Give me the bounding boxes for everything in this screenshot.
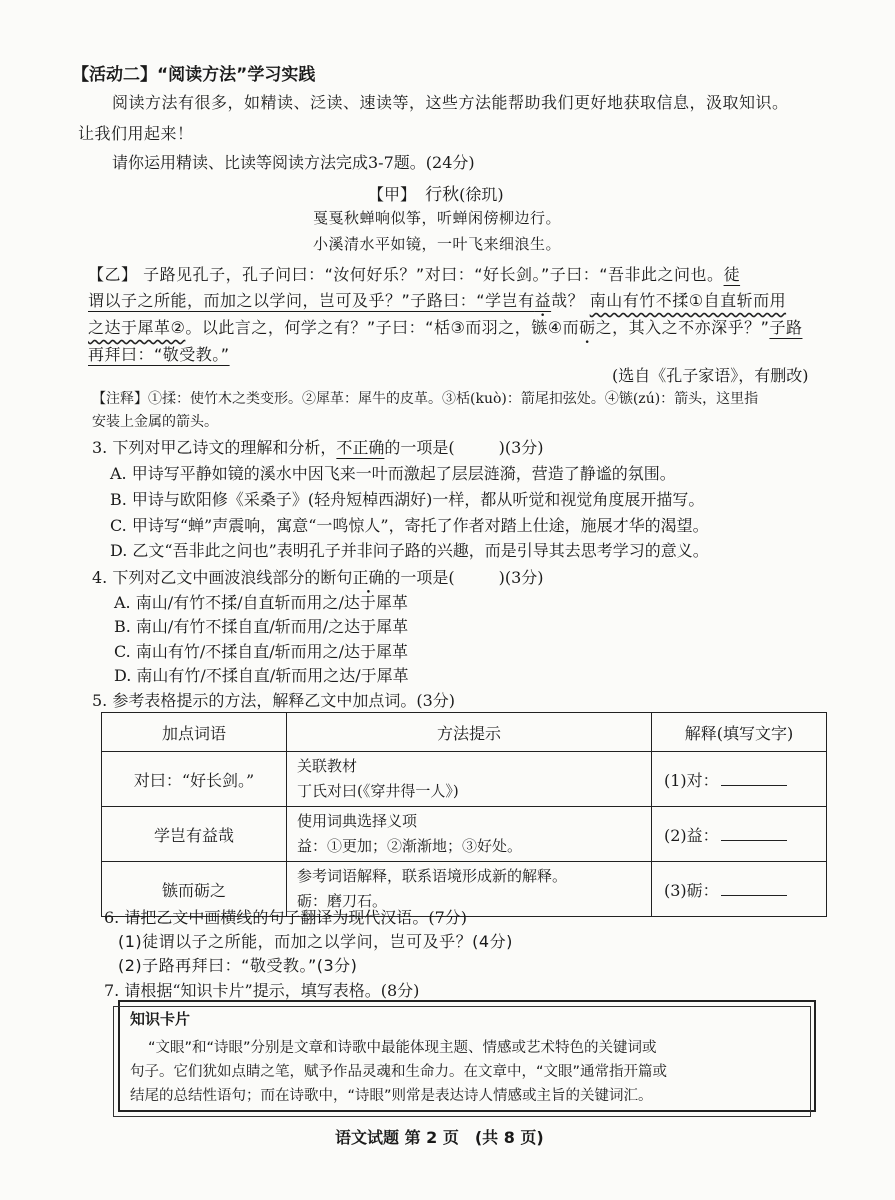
- row-hint: [287, 752, 652, 807]
- q3-stem: [92, 435, 544, 458]
- q6-stem: 6. 请把乙文中画横线的句子翻译为现代汉语。(7分): [104, 908, 468, 927]
- activity-title: “阅读方法”学习实践: [157, 65, 316, 85]
- hint-line: 丁氏对曰(《穿井得一人》): [297, 782, 459, 800]
- q4-option-d: D. 南山有竹/不揉自直/斩而用之达/于犀革: [114, 666, 409, 685]
- poem-title: 行秋: [425, 185, 460, 205]
- q4-option-c: C. 南山有竹/不揉自直/斩而用之/达于犀革: [114, 642, 409, 661]
- card-line-1: “文眼”和“诗眼”分别是文章和诗歌中最能体现主题、情感或艺术特色的关键词或: [148, 1040, 657, 1056]
- card-line-2: 句子。它们犹如点睛之笔，赋予作品灵魂和生命力。在文章中，“文眼”通常指开篇或: [130, 1064, 668, 1080]
- poem-author: (徐玑): [459, 185, 504, 204]
- notes-line-2: 安装上金属的箭头。: [92, 414, 218, 430]
- q4-emphasis: 正确: [352, 568, 385, 587]
- prose-text: 之，其入之不亦深乎？”: [595, 318, 770, 337]
- prose-wavy: 之达于犀革②: [88, 318, 186, 337]
- q5-stem: 5. 参考表格提示的方法，解释乙文中加点词。(3分): [92, 691, 456, 710]
- row-answer: [652, 807, 827, 862]
- q7-stem: 7. 请根据“知识卡片”提示，填写表格。(8分): [104, 981, 420, 1000]
- answer-blank[interactable]: [721, 785, 787, 786]
- q3-stem-text: 3. 下列对甲乙诗文的理解和分析，: [92, 438, 337, 457]
- hint-line: 参考词语解释，联系语境形成新的解释。: [297, 867, 568, 885]
- poem-heading: [368, 180, 504, 205]
- row-word: 对曰：“好长剑。”: [102, 752, 287, 807]
- q3-emphasis: 不正确: [336, 438, 385, 457]
- dotted-word-yi: 益: [534, 291, 552, 310]
- prose-underlined: 徒: [723, 265, 741, 284]
- q4-stem: [92, 565, 544, 588]
- q3-score: )(3分): [498, 438, 544, 457]
- header-word: 加点词语: [102, 713, 287, 752]
- prose-text: 。以此言之，何学之有？”子曰：“栝③而羽之，镞④而: [185, 318, 580, 337]
- answer-blank[interactable]: [721, 840, 787, 841]
- q3-option-a: A. 甲诗写平静如镜的溪水中因飞来一叶而激起了层层涟漪，营造了静谧的氛围。: [110, 464, 676, 483]
- intro-line-2: 让我们用起来！: [78, 124, 194, 143]
- q4-option-a: A. 南山/有竹不揉/自直斩而用之/达于犀革: [114, 593, 408, 612]
- instruction: 请你运用精读、比读等阅读方法完成3-7题。(24分): [112, 153, 475, 172]
- hint-line: 使用词典选择义项: [297, 812, 418, 830]
- q6-sub-2: (2)子路再拜曰：“敬受教。”(3分): [118, 956, 358, 975]
- answer-label: (3)砺：: [664, 880, 719, 900]
- prose-text: 子路见孔子，孔子问曰：“汝何好乐？”对曰：“好长剑。”子曰：“吾非此之问也。: [143, 265, 724, 284]
- prose-underlined: 谓以子之所能，而加之以学问，岂可及乎？”子路曰：“学岂有: [88, 291, 535, 310]
- prose-label: 【乙】: [88, 265, 138, 284]
- q4-option-b: B. 南山/有竹不揉自直/斩而用/之达于犀革: [114, 617, 409, 636]
- q3-option-c: C. 甲诗写“蝉”声震响，寓意“一鸣惊人”，寄托了作者对踏上仕途，施展才华的渴望。: [110, 516, 709, 535]
- row-answer: [652, 862, 827, 917]
- header-answer: 解释(填写文字): [652, 713, 827, 752]
- table-row: [102, 752, 827, 807]
- answer-label: (2)益：: [664, 825, 719, 845]
- card-title: 知识卡片: [130, 1010, 191, 1028]
- table-header-row: [102, 713, 827, 752]
- poem-label: 【甲】: [368, 185, 417, 204]
- table-row: [102, 807, 827, 862]
- q3-option-b: B. 甲诗与欧阳修《采桑子》(轻舟短棹西湖好)一样，都从听觉和视觉角度展开描写。: [110, 490, 705, 509]
- answer-blank[interactable]: [721, 895, 787, 896]
- intro-line-1: 阅读方法有很多，如精读、泛读、速读等，这些方法能帮助我们更好地获取信息，汲取知识。: [112, 93, 789, 112]
- answer-label: (1)对：: [664, 770, 719, 790]
- methods-table: [101, 712, 827, 917]
- row-answer: [652, 752, 827, 807]
- prose-line-3: [88, 315, 802, 338]
- q4-score: )(3分): [498, 568, 544, 587]
- card-line-3: 结尾的总结性语句；而在诗歌中，“诗眼”则常是表达诗人情感或主旨的关键词汇。: [130, 1088, 653, 1104]
- poem-line-2: 小溪清水平如镜，一叶飞来细浪生。: [313, 235, 562, 253]
- page-footer: 语文试题 第 2 页 (共 8 页): [335, 1128, 544, 1147]
- poem-line-1: 戛戛秋蝉响似筝，听蝉闲傍柳边行。: [313, 209, 562, 227]
- q4-stem-text: 的一项是(: [384, 568, 455, 587]
- activity-label: 【活动二】: [72, 65, 157, 85]
- dotted-word-li: 砺: [579, 318, 596, 337]
- activity-heading: [72, 60, 315, 85]
- prose-line-4: [88, 342, 230, 365]
- prose-text: 哉？: [551, 291, 585, 310]
- prose-wavy: 南山有竹不揉①自直斩而用: [589, 291, 787, 310]
- hint-line: 益：①更加；②渐渐地；③好处。: [297, 837, 523, 855]
- knowledge-card: [118, 1000, 816, 1112]
- row-hint: [287, 807, 652, 862]
- hint-line: 砺：磨刀石。: [297, 892, 388, 910]
- prose-line-2: [88, 288, 786, 311]
- q3-option-d: D. 乙文“吾非此之问也”表明孔子并非问子路的兴趣，而是引导其去思考学习的意义。: [110, 541, 709, 560]
- prose-source: (选自《孔子家语》，有删改): [612, 366, 809, 385]
- q6-sub-1: (1)徒谓以子之所能，而加之以学问，岂可及乎？(4分): [118, 932, 513, 951]
- prose-underlined: 子路: [769, 318, 803, 337]
- notes-line-1: 【注释】①揉：使竹木之类变形。②犀革：犀牛的皮革。③栝(kuò)：箭尾扣弦处。④镞(zú)：箭头，这里指: [92, 391, 759, 407]
- q3-stem-text: 的一项是(: [384, 438, 455, 457]
- row-word: 镞而砺之: [102, 862, 287, 917]
- q4-stem-text: 4. 下列对乙文中画波浪线部分的断句: [92, 568, 353, 587]
- hint-line: 关联教材: [297, 757, 358, 775]
- header-hint: 方法提示: [287, 713, 652, 752]
- row-word: 学岂有益哉: [102, 807, 287, 862]
- prose-underlined: 再拜曰：“敬受教。”: [88, 345, 230, 364]
- prose-line-1: [88, 262, 740, 285]
